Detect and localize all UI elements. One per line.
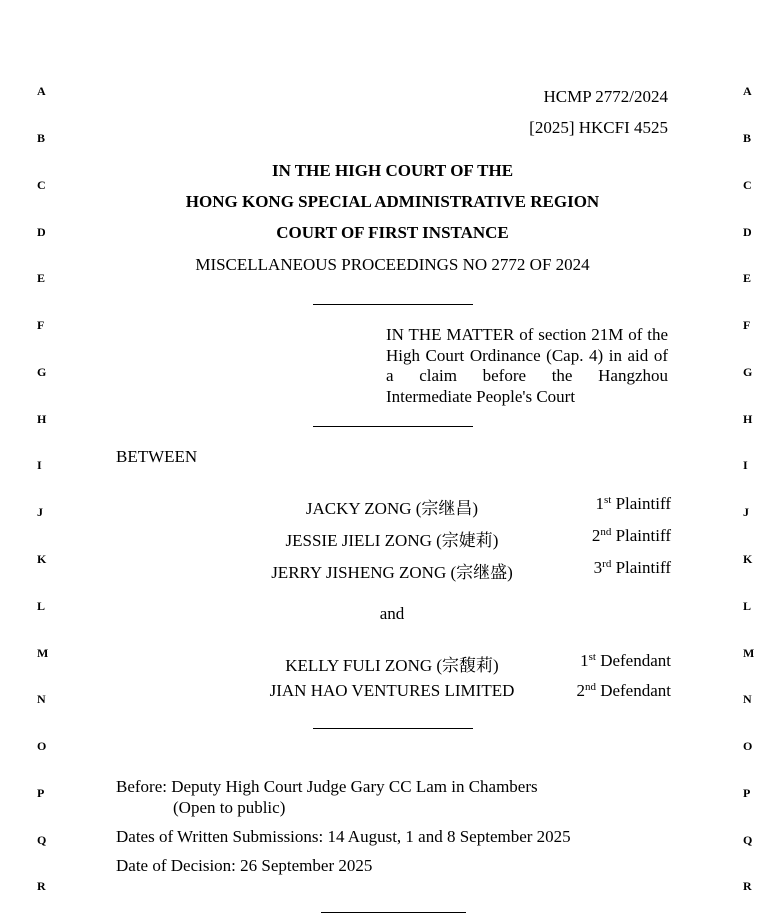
divider-rule-1 (313, 304, 473, 305)
margin-letter-left-q: Q (37, 833, 47, 847)
margin-letter-left-d: D (37, 225, 46, 239)
court-title-line-1: IN THE HIGH COURT OF THE (271, 161, 514, 180)
plaintiff-1-role: 1st Plaintiff (595, 494, 671, 513)
plaintiff-1-name: JACKY ZONG (宗继昌) (305, 499, 479, 518)
margin-letter-right-a: A (743, 84, 752, 98)
margin-letter-right-f: F (743, 318, 751, 332)
margin-letter-right-k: K (743, 552, 753, 566)
margin-letter-right-h: H (743, 412, 753, 426)
margin-letter-left-g: G (37, 365, 47, 379)
decision-date: Date of Decision: 26 September 2025 (116, 856, 373, 875)
proceedings-title: MISCELLANEOUS PROCEEDINGS NO 2772 OF 2024 (195, 255, 590, 274)
neutral-citation: [2025] HKCFI 4525 (529, 118, 668, 137)
divider-rule-2 (313, 426, 473, 427)
margin-letter-left-n: N (37, 692, 46, 706)
matter-paragraph: IN THE MATTER of section 21M of the High Court Ordinance (Cap. 4) in aid of a claim before the Hangzhou Intermediate People's Court (386, 325, 668, 406)
margin-letter-left-h: H (37, 412, 47, 426)
margin-letter-right-q: Q (743, 833, 753, 847)
margin-letter-right-j: J (743, 505, 749, 519)
defendant-2-role: 2nd Defendant (576, 681, 671, 700)
margin-letter-left-r: R (37, 879, 46, 893)
before-judge: Before: Deputy High Court Judge Gary CC Lam in Chambers (116, 777, 538, 796)
court-title-line-2: HONG KONG SPECIAL ADMINISTRATIVE REGION (185, 192, 600, 211)
margin-letter-left-b: B (37, 131, 46, 145)
margin-letter-right-e: E (743, 271, 752, 285)
margin-letter-left-p: P (37, 786, 45, 800)
plaintiff-3-role: 3rd Plaintiff (593, 558, 671, 577)
margin-letter-right-o: O (743, 739, 753, 753)
divider-rule-4 (321, 912, 466, 913)
margin-letter-left-o: O (37, 739, 47, 753)
defendant-1-name: KELLY FULI ZONG (宗馥莉) (285, 656, 499, 675)
margin-letter-left-l: L (37, 599, 46, 613)
margin-letter-left-c: C (37, 178, 46, 192)
margin-letter-right-n: N (743, 692, 752, 706)
margin-letter-right-d: D (743, 225, 752, 239)
divider-rule-3 (313, 728, 473, 729)
plaintiff-2-name: JESSIE JIELI ZONG (宗婕莉) (285, 531, 499, 550)
margin-letter-left-j: J (37, 505, 43, 519)
margin-letter-right-r: R (743, 879, 752, 893)
margin-letter-right-c: C (743, 178, 752, 192)
margin-letter-left-a: A (37, 84, 46, 98)
between-label: BETWEEN (116, 447, 198, 466)
margin-letter-right-g: G (743, 365, 753, 379)
plaintiff-2-role: 2nd Plaintiff (591, 526, 671, 545)
margin-letter-right-b: B (743, 131, 752, 145)
margin-letter-left-m: M (37, 646, 49, 660)
margin-letter-left-i: I (37, 458, 42, 472)
submission-dates: Dates of Written Submissions: 14 August, 1 and 8 September 2025 (116, 827, 571, 846)
court-title-line-3: COURT OF FIRST INSTANCE (276, 223, 509, 242)
margin-letter-left-f: F (37, 318, 45, 332)
case-number: HCMP 2772/2024 (543, 87, 668, 106)
and-label: and (379, 604, 405, 623)
plaintiff-3-name: JERRY JISHENG ZONG (宗继盛) (271, 563, 513, 582)
open-to-public: (Open to public) (173, 798, 286, 817)
defendant-2-name: JIAN HAO VENTURES LIMITED (269, 681, 515, 700)
margin-letter-right-m: M (743, 646, 755, 660)
margin-letter-right-l: L (743, 599, 752, 613)
margin-letter-right-p: P (743, 786, 751, 800)
margin-letter-right-i: I (743, 458, 748, 472)
margin-letter-left-k: K (37, 552, 47, 566)
margin-letter-left-e: E (37, 271, 46, 285)
defendant-1-role: 1st Defendant (580, 651, 671, 670)
